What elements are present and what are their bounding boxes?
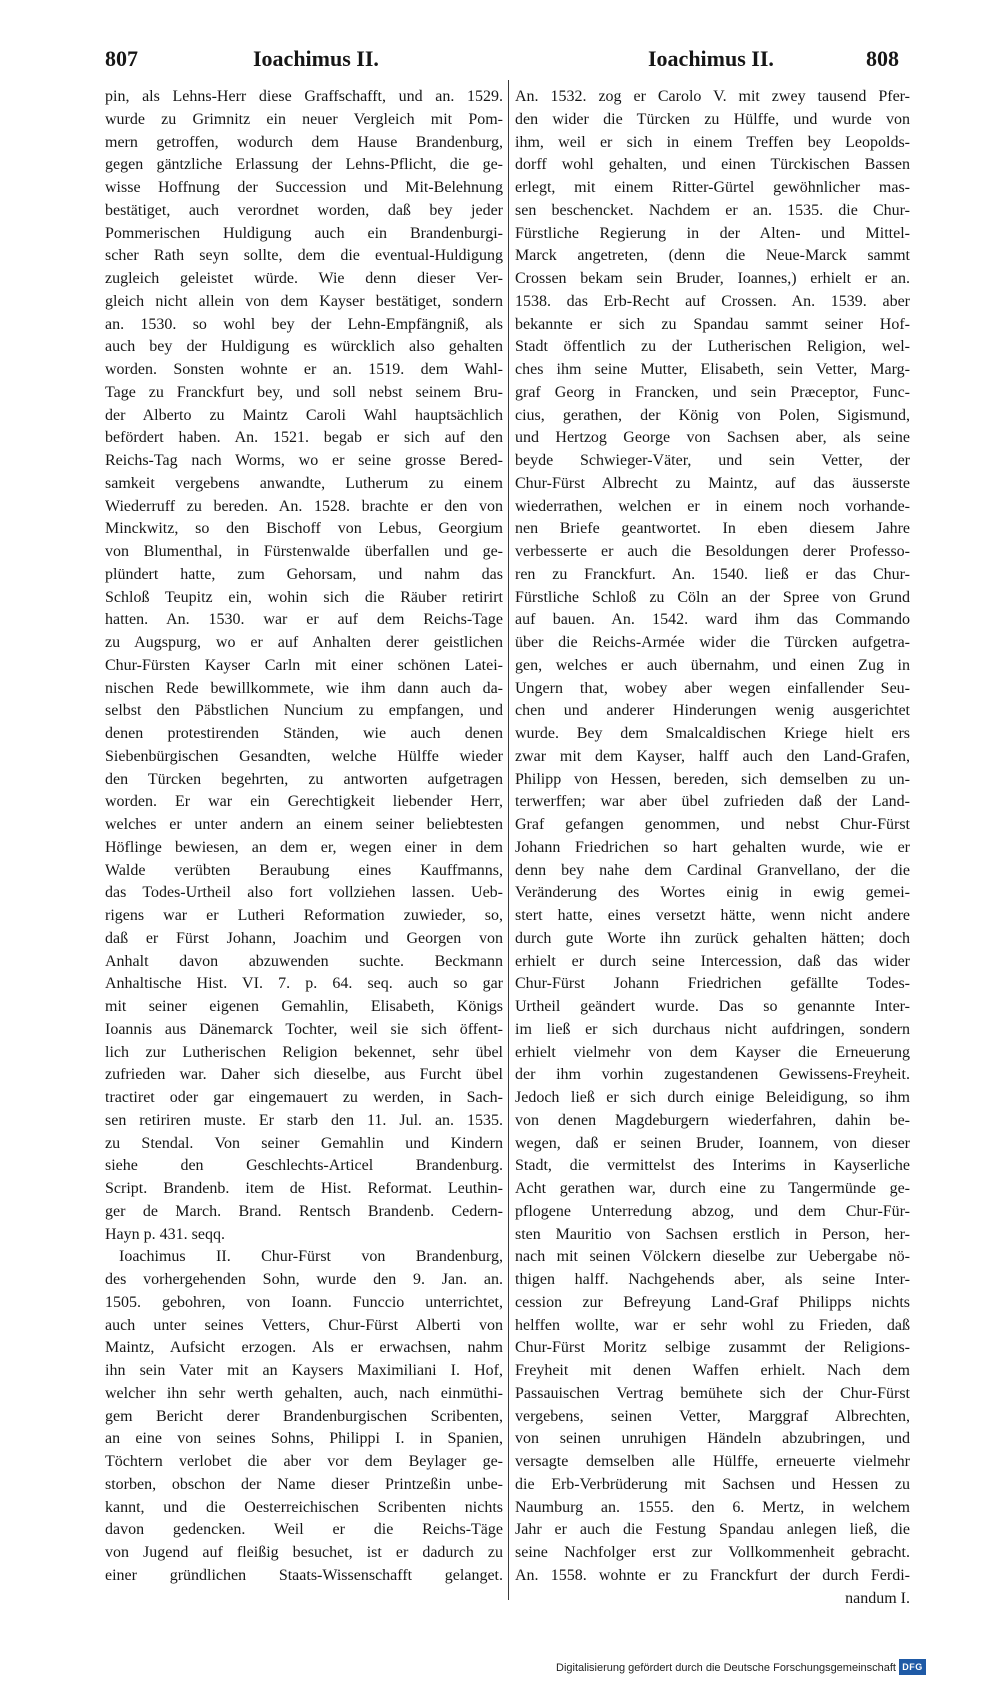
text-line: storben, obschon der Name dieser Printzeßin unbe-	[105, 1475, 503, 1493]
text-line: über die Reichs-Armée wider die Türcken aufgetra-	[515, 634, 910, 651]
text-line: wisse Hoffnung der Succession und Mit-Belehnung	[105, 179, 503, 196]
text-line: bestätiget, auch verordnet worden, daß bey jeder	[105, 201, 503, 219]
text-line: sten Mauritio von Sachsen erstlich in Person, her-	[515, 1225, 910, 1243]
text-line: Ioachimus II. Chur-Fürst von Brandenburg,	[119, 1248, 503, 1266]
text-line: erlegt, mit einem Ritter-Gürtel gewöhnlicher mas-	[515, 179, 910, 196]
text-line: vergebens, seinen Vetter, Marggraf Albrechten,	[515, 1407, 910, 1425]
text-line: siehe den Geschlechts-Articel Brandenburg.	[105, 1157, 503, 1175]
column-divider	[508, 80, 509, 1600]
text-line: auf bauen. An. 1542. ward ihm das Commando	[515, 611, 910, 629]
text-line: Ungern that, wobey aber wegen einfallender Seu-	[515, 679, 910, 697]
text-line: Tage zu Franckfurt bey, und soll nebst seinem Bru-	[105, 383, 503, 401]
text-line: graf Georg in Francken, und sein Præceptor, Func-	[515, 383, 910, 401]
text-line: gem Bericht derer Brandenburgischen Scribenten,	[105, 1407, 503, 1425]
text-line: Chur-Fürst Albrecht zu Maintz, auf das äusserste	[515, 474, 910, 492]
text-line: nischen Rede bewillkommete, wie ihm dann auch da-	[105, 679, 503, 697]
text-line: auch bey der Huldigung es würcklich also gehalten	[105, 338, 503, 356]
text-line: tractiret oder gar eingemauert zu werden, in Sach-	[105, 1089, 503, 1106]
text-line: scher Rath seyn sollte, dem die eventual-Huldigung	[105, 247, 503, 265]
text-line: 1538. das Erb-Recht auf Crossen. An. 1539. aber	[515, 292, 910, 310]
text-line: der ihm vorhin zugestandenen Gewissens-Freyheit.	[515, 1066, 910, 1084]
text-line: zu Augspurg, wo er auf Anhalten derer geistlichen	[105, 634, 503, 651]
text-line: Stadt öffentlich zu der Lutherischen Religion, wel-	[515, 338, 910, 356]
text-line: samkeit vergebens anwandte, Lutherum zu einem	[105, 474, 503, 492]
text-line: im ließ er sich durchaus nicht aufdringen, sondern	[515, 1020, 910, 1038]
footer	[556, 1659, 928, 1677]
text-line: von denen Magdeburgern wiederfahren, dahin be-	[515, 1111, 910, 1129]
text-line: Anhaltische Hist. VI. 7. p. 64. seq. auch so gar	[105, 975, 503, 993]
text-line: helffen wollte, war er sehr wohl zu Frieden, daß	[515, 1316, 910, 1334]
text-line: cession zur Befreyung Land-Graf Philipps nichts	[515, 1293, 910, 1311]
text-line: Jedoch ließ er sich durch einige Beleidigung, so ihm	[515, 1089, 910, 1106]
text-line: Fürstliche Schloß zu Cöln an der Spree von Grund	[515, 588, 910, 606]
text-line: davon gedencken. Weil er die Reichs-Täge	[105, 1521, 503, 1539]
text-line: die Erb-Verbrüderung mit Sachsen und Hessen zu	[515, 1475, 910, 1493]
text-line: nen Briefe geantwortet. In eben diesem Jahre	[515, 520, 910, 538]
text-line: Anhalt davon abzuwenden suchte. Beckmann	[105, 952, 503, 970]
text-line: cius, gerathen, der König von Polen, Sigismund,	[515, 406, 910, 424]
text-line: der Alberto zu Maintz Caroli Wahl hauptsächlich	[105, 406, 503, 424]
text-line: chen und anderer Hinderungen wenig ausgerichtet	[515, 702, 910, 720]
text-line: seine Nachfolger erst zur Vollkommenheit gebracht.	[515, 1544, 910, 1561]
left-page-number: 807	[105, 46, 138, 71]
text-line: Schloß Teupitz ein, wohin sich die Räuber retirirt	[105, 588, 503, 606]
text-line: terwerffen; war aber übel zufrieden daß der Land-	[515, 793, 910, 811]
text-line: von seinen unruhigen Händeln abzubringen, und	[515, 1430, 910, 1448]
text-line: Marck angetreten, (denn die Neue-Marck sammt	[515, 247, 910, 265]
text-line: Töchtern verlobet die aber vor dem Beylager ge-	[105, 1453, 503, 1470]
text-line: rigens war er Lutheri Reformation zuwieder, so,	[105, 907, 503, 924]
left-text-column	[105, 86, 503, 1588]
text-line: worden. Er war ein Gerechtigkeit liebender Herr,	[105, 793, 503, 811]
text-line: Freyheit mit denen Waffen erhielt. Nach dem	[515, 1362, 910, 1379]
text-line: ren zu Franckfurt. An. 1540. ließ er das Chur-	[515, 565, 910, 583]
text-line: welcher ihn sehr werth gehalten, auch, nach einmüthi-	[105, 1384, 503, 1402]
text-line: erhielt vielmehr von dem Kayser die Erneuerung	[515, 1043, 910, 1061]
text-line: ger de March. Brand. Rentsch Brandenb. Cedern-	[105, 1202, 503, 1220]
right-running-title: Ioachimus II.	[648, 46, 774, 71]
text-line: Walde verübten Beraubung eines Kauffmanns,	[105, 861, 503, 879]
text-line: Script. Brandenb. item de Hist. Reformat. Leuthin-	[105, 1180, 503, 1197]
text-line: mern getroffen, wodurch dem Hause Brandenburg,	[105, 133, 503, 151]
text-line: Wiederruff zu bereden. An. 1528. brachte er den von	[105, 497, 503, 515]
text-line: von Blumenthal, in Fürstenwalde überfallen und ge-	[105, 543, 503, 560]
text-line: Johann Friedrichen so hart gehalten wurde, wie er	[515, 838, 910, 856]
text-line: bekannte er sich zu Spandau sammt seiner Hof-	[515, 315, 910, 333]
text-line: wurde. Bey dem Smalcaldischen Kriege hielt ers	[515, 725, 910, 742]
text-line: stert hatte, eines versetzt hätte, wenn nicht andere	[515, 907, 910, 924]
text-line: pin, als Lehns-Herr diese Graffschafft, und an. 1529.	[105, 88, 503, 105]
text-line: daß er Fürst Johann, Joachim und Georgen von	[105, 929, 503, 947]
text-line: Chur-Fürsten Kayser Carln mit einer schönen Latei-	[105, 656, 503, 674]
text-line: ihn sein Vater mit an Kaysers Maximiliani I. Hof,	[105, 1362, 503, 1379]
text-line: Graf gefangen genommen, und nebst Chur-Fürst	[515, 816, 910, 833]
text-line: Philipp von Hessen, bereden, sich demselben zu un-	[515, 770, 910, 788]
text-line: Chur-Fürst Johann Friedrichen gefällte Todes-	[515, 975, 910, 993]
text-line: Hayn p. 431. seqq.	[105, 1225, 225, 1243]
dfg-logo-icon: DFG	[899, 1659, 926, 1675]
text-line: denen protestirenden Ständen, wie auch denen	[105, 725, 503, 742]
text-line: Naumburg an. 1555. den 6. Mertz, in welchem	[515, 1498, 910, 1516]
text-line: ches ihm seine Mutter, Elisabeth, sein Vetter, Marg-	[515, 361, 910, 378]
text-line: welches er unter andern an einem seiner beliebtesten	[105, 816, 503, 833]
text-line: Pommerischen Huldigung auch ein Brandenburgi-	[105, 224, 503, 242]
text-line: Reichs-Tag nach Worms, wo er seine grosse Bered-	[105, 452, 503, 469]
text-line: Chur-Fürst Moritz selbige zusammt der Religions-	[515, 1339, 910, 1357]
text-line: plündert hatte, zum Gehorsam, und nahm das	[105, 565, 503, 583]
text-line: gen, welches er auch übernahm, und einen Zug in	[515, 656, 910, 674]
text-line: An. 1558. wohnte er zu Franckfurt der durch Ferdi-	[515, 1566, 910, 1584]
text-line: gegen gäntzliche Erlassung der Lehns-Pflicht, die ge-	[105, 156, 503, 174]
text-line: Stadt, die vermittelst des Interims in Kayserliche	[515, 1157, 910, 1175]
text-line: und Hertzog George von Sachsen aber, als seine	[515, 429, 910, 447]
text-line: Veränderung des Wortes einig in ewig gemei-	[515, 884, 910, 902]
text-line: das Todes-Urtheil also fort vollziehen lassen. Ueb-	[105, 884, 503, 902]
text-line: zufrieden war. Daher sich dieselbe, aus Furcht übel	[105, 1066, 503, 1084]
text-line: Crossen bekam sein Bruder, Ioannes,) erhielt er an.	[515, 270, 910, 287]
text-line: Jahr er auch die Festung Spandau anlegen ließ, die	[515, 1521, 910, 1539]
text-line: dorff wohl gehalten, und einen Türckischen Bassen	[515, 156, 910, 174]
text-line: Siebenbürgischen Gesandten, welche Hülffe wieder	[105, 747, 503, 765]
text-line: An. 1532. zog er Carolo V. mit zwey tausend Pfer-	[515, 88, 910, 105]
text-line: ihm, weil er sich in einem Treffen bey Leopolds-	[515, 133, 910, 151]
text-line: mit seiner eigenen Gemahlin, Elisabeth, Königs	[105, 998, 503, 1015]
text-line: pflogene Unterredung abzog, und dem Chur-Für-	[515, 1202, 910, 1220]
text-line: zwar mit dem Kayser, halff auch den Land-Grafen,	[515, 747, 910, 765]
text-line: an. 1530. so wohl bey der Lehn-Empfängniß, als	[105, 315, 503, 333]
text-line: von Jugend auf fleißig besuchet, ist er dadurch zu	[105, 1544, 503, 1561]
text-line: lich zur Lutherischen Religion bekennet, sehr übel	[105, 1043, 503, 1061]
text-line: gleich nicht allein von dem Kayser bestätiget, sondern	[105, 292, 503, 310]
right-text-column	[515, 86, 910, 1610]
text-line: versagte demselben alle Hülffe, erneuerte vielmehr	[515, 1453, 910, 1470]
text-line: worden. Sonsten wohnte er an. 1519. dem Wahl-	[105, 361, 503, 378]
text-line: hatten. An. 1530. war er auf dem Reichs-Tage	[105, 611, 503, 629]
text-line: thigen halff. Nachgehends aber, als seine Inter-	[515, 1271, 910, 1288]
text-line: Minckwitz, so den Bischoff von Lebus, Georgium	[105, 520, 503, 538]
text-line: beyde Schwieger-Väter, und sein Vetter, der	[515, 452, 910, 469]
text-line: den wider die Türcken zu Hülffe, und wurde von	[515, 110, 910, 128]
text-line: Passauischen Vertrag bemühete sich der Chur-Fürst	[515, 1384, 910, 1402]
text-line: Maintz, Aufsicht erzogen. Als er erwachsen, nahm	[105, 1339, 503, 1357]
text-line: kannt, und die Oesterreichischen Scribenten nichts	[105, 1498, 503, 1516]
right-page-number: 808	[866, 46, 899, 71]
text-line: nach mit seinen Völckern dieselbe zur Uebergabe nö-	[515, 1248, 910, 1266]
text-line: sen beschencket. Nachdem er an. 1535. die Chur-	[515, 201, 910, 219]
text-line: befördert haben. An. 1521. begab er sich auf den	[105, 429, 503, 447]
text-line: 1505. gebohren, von Ioann. Funccio unterrichtet,	[105, 1293, 503, 1311]
text-line: sen retiriren muste. Er starb den 11. Jul. an. 1535.	[105, 1111, 503, 1129]
text-line: durch gute Worte ihn zurück gehalten hätten; doch	[515, 929, 910, 947]
text-line: wegen, daß er seinen Bruder, Ioannem, von dieser	[515, 1134, 910, 1152]
text-line: Fürstliche Regierung in der Alten- und Mittel-	[515, 224, 910, 242]
text-line: verbesserte er auch die Besoldungen derer Professo-	[515, 543, 910, 560]
text-line: auch unter seines Vetters, Chur-Fürst Alberti von	[105, 1316, 503, 1334]
funding-note: Digitalisierung gefördert durch die Deutsche Forschungsgemeinschaft	[556, 1662, 896, 1674]
text-line: Urtheil geändert wurde. Das so genannte Inter-	[515, 998, 910, 1015]
text-line: an eine von seines Sohns, Philippi I. in Spanien,	[105, 1430, 503, 1448]
text-line: zu Stendal. Von seiner Gemahlin und Kindern	[105, 1134, 503, 1152]
text-line: wiederrathen, welchen er in einem noch vorhande-	[515, 497, 910, 515]
text-line: erhielt er durch seine Intercession, daß das wider	[515, 952, 910, 970]
text-line: Acht gerathen war, durch eine zu Tangermünde ge-	[515, 1180, 910, 1197]
text-line: zugleich geleistet würde. Wie denn dieser Ver-	[105, 270, 503, 287]
text-line: selbst den Päbstlichen Nuncium zu empfangen, und	[105, 702, 503, 720]
text-line: wurde zu Grimnitz ein neuer Vergleich mit Pom-	[105, 110, 503, 128]
text-line: denn bey nahe dem Cardinal Granvellano, der die	[515, 861, 910, 879]
text-line: einer gründlichen Staats-Wissenschafft gelanget.	[105, 1566, 503, 1584]
text-line: nandum I.	[845, 1589, 910, 1607]
text-line: Ioannis aus Dänemarck Tochter, weil sie sich öffent-	[105, 1020, 503, 1038]
text-line: des vorhergehenden Sohn, wurde den 9. Jan. an.	[105, 1271, 503, 1288]
text-line: Höflinge bewiesen, an dem er, wegen einer in dem	[105, 838, 503, 856]
text-line: den Türcken begehrten, zu antworten aufgetragen	[105, 770, 503, 788]
left-running-title: Ioachimus II.	[253, 46, 379, 71]
